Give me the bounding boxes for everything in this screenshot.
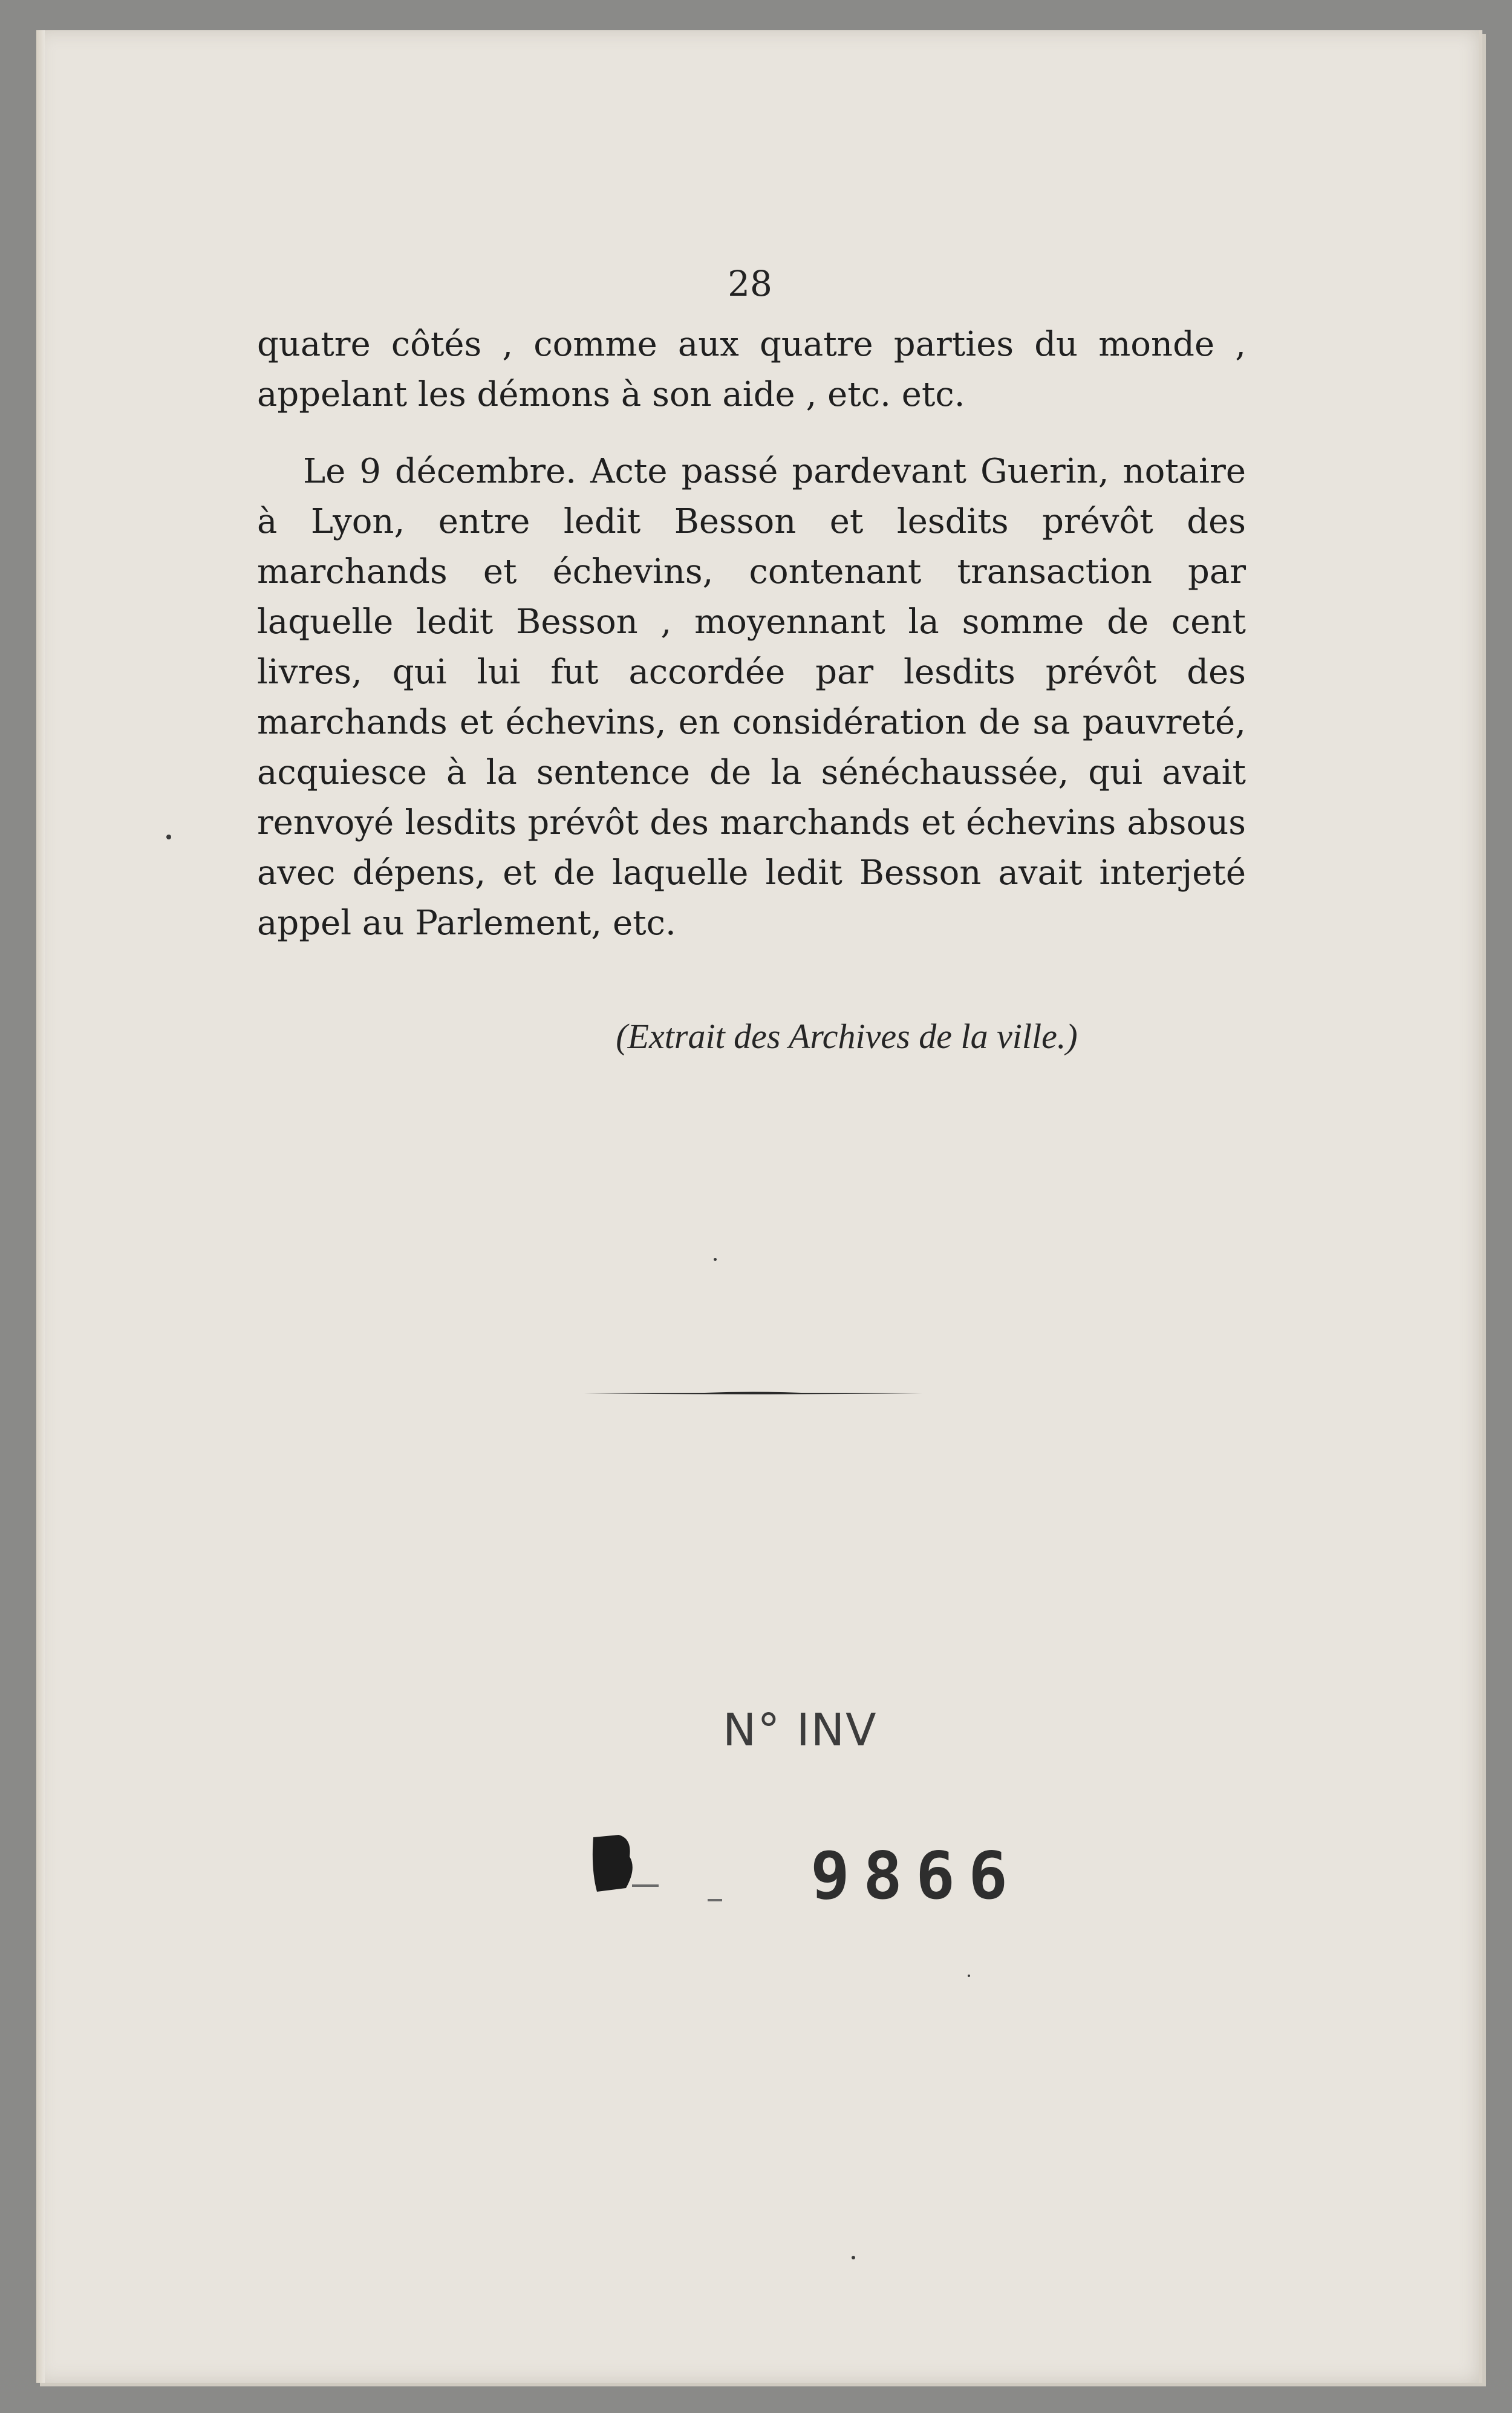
paragraph-continuation: quatre côtés , comme aux quatre parties du monde , appelant les démons à son aide , etc. etc. (257, 325, 1246, 414)
body-text (257, 319, 1246, 948)
page-edge (36, 30, 45, 2383)
paper-speck (166, 835, 171, 839)
inventory-number: 9866 (810, 1838, 1022, 1914)
paper-speck (714, 1258, 717, 1261)
stamp-dash (708, 1899, 722, 1901)
paragraph-main: Le 9 décembre. Acte passé pardevant Guerin, notaire à Lyon, entre ledit Besson et lesdits prévôt des marchands et échevins, contenant transaction par laquelle ledit Besson , moyennant la somme de cent livres, qui lui fut accordée par lesdits prévôt des marchands et échevins, en considération de sa pauvreté, acquiesce à la sentence de la sénéchaussée, qui avait renvoyé lesdits prévôt des marchands et échevins absous avec dépens, et de laquelle ledit Besson avait interjeté appel au Parlement, etc. (257, 452, 1246, 943)
ornamental-rule (584, 1390, 922, 1397)
source-note: (Extrait des Archives de la ville.) (616, 1017, 1078, 1056)
paper-speck (852, 2256, 855, 2259)
stamp-ink-mark (590, 1832, 662, 1905)
paper-speck (968, 1975, 970, 1977)
page-number: 28 (728, 263, 772, 304)
inventory-stamp-label: N° INV (723, 1704, 878, 1756)
